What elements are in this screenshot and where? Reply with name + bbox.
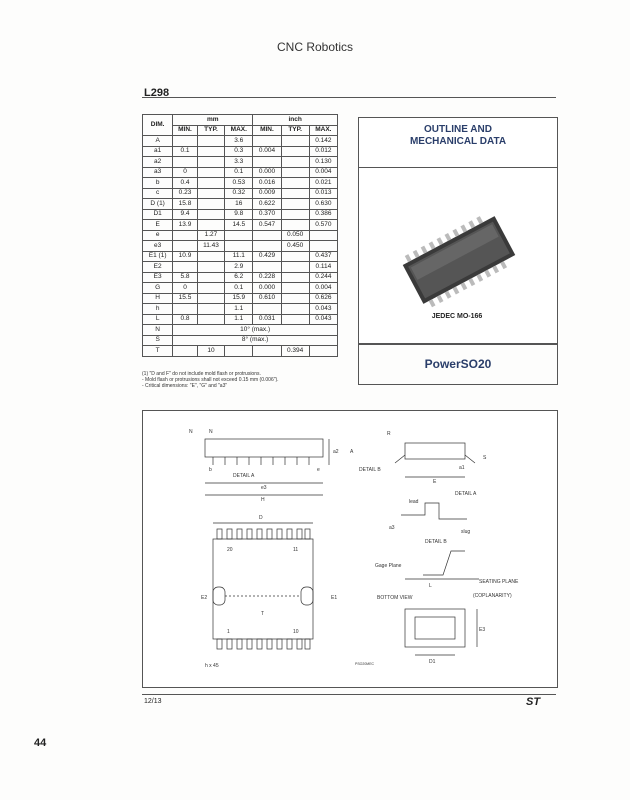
value-cell: 0.3 (225, 146, 253, 157)
label-N: N (189, 429, 193, 435)
value-cell (253, 262, 281, 273)
jedec-label: JEDEC MO-166 (431, 313, 483, 320)
label-detail-b: DETAIL B (359, 467, 381, 473)
table-row (143, 325, 338, 336)
table-row (143, 241, 338, 252)
label-a2: a2 (333, 449, 339, 455)
value-cell: 9.4 (173, 209, 197, 220)
label-detail-a: DETAIL A (233, 473, 255, 479)
value-cell: 9.8 (225, 209, 253, 220)
value-cell: 0.000 (253, 283, 281, 294)
value-cell: 0.016 (253, 178, 281, 189)
value-cell: 3.6 (225, 136, 253, 147)
value-cell (281, 146, 309, 157)
side-view-leads (213, 457, 309, 465)
value-cell: 13.9 (173, 220, 197, 231)
value-cell (197, 199, 224, 210)
label-L: L (429, 583, 432, 589)
value-cell: 0.000 (253, 167, 281, 178)
outline-line2: MECHANICAL DATA (409, 136, 507, 147)
value-cell: 0.370 (253, 209, 281, 220)
table-row (143, 262, 338, 273)
value-cell: 11.1 (225, 251, 253, 262)
value-cell (173, 157, 197, 168)
value-cell: 8° (max.) (173, 335, 338, 346)
value-cell: 0.130 (309, 157, 337, 168)
value-cell: 10 (197, 346, 224, 357)
value-cell (173, 346, 197, 357)
value-cell (309, 241, 337, 252)
value-cell (173, 304, 197, 315)
value-cell: 0 (173, 283, 197, 294)
value-cell: 0.031 (253, 314, 281, 325)
value-cell (225, 241, 253, 252)
value-cell: 0.004 (309, 283, 337, 294)
bottom-rule (142, 694, 556, 695)
value-cell: 3.3 (225, 157, 253, 168)
value-cell: 0.1 (225, 283, 253, 294)
value-cell: 0.021 (309, 178, 337, 189)
table-row (143, 167, 338, 178)
table-row (143, 146, 338, 157)
value-cell: 0.429 (253, 251, 281, 262)
dim-cell: a1 (143, 146, 173, 157)
label-coplanarity: (COPLANARITY) (473, 593, 512, 599)
value-cell: 0.1 (173, 146, 197, 157)
value-cell (197, 136, 224, 147)
dim-cell: a2 (143, 157, 173, 168)
label-S: S (483, 455, 487, 461)
dim-cell: H (143, 293, 173, 304)
label-E2: E2 (201, 595, 208, 601)
value-cell: 5.8 (173, 272, 197, 283)
dim-cell: T (143, 346, 173, 357)
mm-header: mm (173, 115, 253, 126)
value-cell: 0.004 (253, 146, 281, 157)
value-cell: 0.450 (281, 241, 309, 252)
value-cell: 0 (173, 167, 197, 178)
note: (1) "D and F" do not include mold flash or protrusions. (142, 371, 261, 377)
value-cell (197, 146, 224, 157)
value-cell (281, 199, 309, 210)
label-pin11: 11 (293, 547, 299, 553)
value-cell: 6.2 (225, 272, 253, 283)
value-cell (281, 209, 309, 220)
dim-cell: L (143, 314, 173, 325)
note: - Critical dimensions: "E", "G" and "a3" (142, 383, 228, 389)
value-cell (197, 314, 224, 325)
value-cell: 0.547 (253, 220, 281, 231)
value-cell (253, 136, 281, 147)
value-cell (197, 220, 224, 231)
table-row (143, 293, 338, 304)
value-cell (197, 157, 224, 168)
sub-header-cell: MAX. (309, 125, 337, 136)
value-cell: 11.43 (197, 241, 224, 252)
label-H: H (261, 497, 265, 503)
label-code: PSO20MEC (355, 662, 375, 666)
label-pin1: 1 (227, 629, 230, 635)
top-view-body (213, 539, 313, 639)
value-cell (281, 293, 309, 304)
label-e3: e3 (261, 485, 267, 491)
value-cell (253, 346, 281, 357)
sub-header-cell: MIN. (173, 125, 197, 136)
value-cell (173, 262, 197, 273)
label-R: R (387, 431, 391, 437)
dim-cell: S (143, 335, 173, 346)
value-cell: 0.53 (225, 178, 253, 189)
value-cell: 0.114 (309, 262, 337, 273)
note: - Mold flash or protrusions shall not exceed 0.15 mm (0.006"). (142, 377, 279, 383)
value-cell (253, 241, 281, 252)
dimension-table (142, 114, 338, 357)
bottom-view-slug (415, 617, 455, 639)
table-body (143, 136, 338, 357)
value-cell (281, 220, 309, 231)
value-cell (281, 157, 309, 168)
value-cell: 0.013 (309, 188, 337, 199)
label-e: e (317, 467, 320, 473)
value-cell (197, 209, 224, 220)
value-cell: 0.004 (309, 167, 337, 178)
dim-cell: E2 (143, 262, 173, 273)
value-cell (309, 230, 337, 241)
table-row (143, 199, 338, 210)
value-cell: 15.8 (173, 199, 197, 210)
value-cell: 1.1 (225, 304, 253, 315)
value-cell (197, 293, 224, 304)
value-cell (281, 314, 309, 325)
label-N2: N (209, 429, 213, 435)
value-cell: 0.32 (225, 188, 253, 199)
label-gage-plane: Gage Plane (375, 563, 402, 569)
value-cell (225, 230, 253, 241)
value-cell: 16 (225, 199, 253, 210)
value-cell: 0.437 (309, 251, 337, 262)
label-pin10: 10 (293, 629, 299, 635)
value-cell: 1.27 (197, 230, 224, 241)
st-logo: ST (526, 696, 541, 708)
end-view-body (405, 443, 465, 459)
value-cell (281, 167, 309, 178)
sub-header-cell: MIN. (253, 125, 281, 136)
table-notes (142, 371, 362, 389)
value-cell (253, 230, 281, 241)
table-row (143, 188, 338, 199)
detail-b-profile (423, 551, 465, 575)
dim-cell: e (143, 230, 173, 241)
table-row (143, 272, 338, 283)
value-cell: 0.630 (309, 199, 337, 210)
label-bottom-view: BOTTOM VIEW (377, 595, 413, 601)
label-D: D (259, 515, 263, 521)
inch-header: inch (253, 115, 338, 126)
value-cell (281, 272, 309, 283)
dim-cell: G (143, 283, 173, 294)
dim-cell: c (143, 188, 173, 199)
value-cell (197, 167, 224, 178)
value-cell: 0.4 (173, 178, 197, 189)
value-cell: 0.043 (309, 314, 337, 325)
value-cell (281, 136, 309, 147)
dim-header: DIM. (143, 115, 173, 136)
table-row (143, 157, 338, 168)
value-cell (281, 283, 309, 294)
dim-cell: E (143, 220, 173, 231)
label-detail-b2: DETAIL B (425, 539, 447, 545)
value-cell (253, 304, 281, 315)
label-E3: E3 (479, 627, 486, 633)
sheet-number: 44 (34, 737, 47, 749)
package-name: PowerSO20 (358, 343, 558, 385)
sub-header-cell: TYP. (281, 125, 309, 136)
value-cell: 0.142 (309, 136, 337, 147)
value-cell (253, 157, 281, 168)
value-cell (197, 272, 224, 283)
value-cell: 0.386 (309, 209, 337, 220)
mechanical-drawing (142, 410, 558, 688)
value-cell (197, 262, 224, 273)
label-hx45: h x 45 (205, 663, 219, 669)
value-cell (173, 241, 197, 252)
value-cell: 0.610 (253, 293, 281, 304)
bottom-view-body (405, 609, 465, 647)
value-cell (197, 188, 224, 199)
table-row (143, 283, 338, 294)
value-cell: 0.244 (309, 272, 337, 283)
table-row (143, 314, 338, 325)
dim-cell: D (1) (143, 199, 173, 210)
dim-cell: h (143, 304, 173, 315)
label-a3: a3 (389, 525, 395, 531)
top-view-pins-top (217, 529, 310, 539)
value-cell (197, 283, 224, 294)
value-cell (173, 136, 197, 147)
dim-cell: D1 (143, 209, 173, 220)
value-cell: 0.012 (309, 146, 337, 157)
value-cell: 0.626 (309, 293, 337, 304)
site-header: CNC Robotics (276, 40, 354, 54)
dim-cell: e3 (143, 241, 173, 252)
dim-cell: E1 (1) (143, 251, 173, 262)
value-cell: 10° (max.) (173, 325, 338, 336)
value-cell: 0.050 (281, 230, 309, 241)
drawing-svg (143, 411, 557, 687)
label-pin20: 20 (227, 547, 233, 553)
page-number: 12/13 (144, 698, 162, 705)
value-cell (197, 178, 224, 189)
value-cell: 0.1 (225, 167, 253, 178)
value-cell: 0.043 (309, 304, 337, 315)
value-cell: 15.5 (173, 293, 197, 304)
table-row (143, 136, 338, 147)
value-cell: 0.8 (173, 314, 197, 325)
label-T: T (261, 611, 265, 617)
dim-cell: b (143, 178, 173, 189)
value-cell: 0.570 (309, 220, 337, 231)
sub-header-cell: TYP. (197, 125, 224, 136)
detail-a-profile (401, 503, 467, 519)
sub-header-cell: MAX. (225, 125, 253, 136)
value-cell: 1.1 (225, 314, 253, 325)
value-cell: 0.622 (253, 199, 281, 210)
value-cell (281, 178, 309, 189)
label-seating-plane: SEATING PLANE (479, 579, 519, 585)
label-a1: a1 (459, 465, 465, 471)
table-row (143, 230, 338, 241)
label-b: b (209, 467, 212, 473)
label-detail-a2: DETAIL A (455, 491, 477, 497)
value-cell: 0.009 (253, 188, 281, 199)
value-cell: 14.5 (225, 220, 253, 231)
dim-cell: E3 (143, 272, 173, 283)
outline-title-box (358, 117, 558, 168)
table-row (143, 251, 338, 262)
value-cell (281, 304, 309, 315)
side-view-body (205, 439, 323, 457)
value-cell: 10.9 (173, 251, 197, 262)
label-E1: E1 (331, 595, 338, 601)
value-cell (197, 251, 224, 262)
value-cell (281, 251, 309, 262)
value-cell: 0.394 (281, 346, 309, 357)
label-D1: D1 (429, 659, 436, 665)
chip-name: L298 (144, 87, 170, 99)
value-cell (173, 230, 197, 241)
value-cell (281, 262, 309, 273)
table-row (143, 209, 338, 220)
value-cell: 2.9 (225, 262, 253, 273)
label-A: A (350, 449, 354, 455)
dim-cell: A (143, 136, 173, 147)
top-view-pins-bottom (217, 639, 310, 649)
table-row (143, 304, 338, 315)
label-E: E (433, 479, 437, 485)
value-cell: 15.9 (225, 293, 253, 304)
top-rule (142, 97, 556, 98)
value-cell (281, 188, 309, 199)
value-cell: 0.23 (173, 188, 197, 199)
label-lead: lead (409, 499, 419, 505)
table-row (143, 178, 338, 189)
table-row (143, 335, 338, 346)
value-cell (309, 346, 337, 357)
dim-cell: a3 (143, 167, 173, 178)
table-row (143, 346, 338, 357)
table-row (143, 220, 338, 231)
outline-line1: OUTLINE AND (424, 124, 492, 135)
label-slug: slug (461, 529, 471, 535)
value-cell (225, 346, 253, 357)
value-cell: 0.228 (253, 272, 281, 283)
dim-cell: N (143, 325, 173, 336)
value-cell (197, 304, 224, 315)
